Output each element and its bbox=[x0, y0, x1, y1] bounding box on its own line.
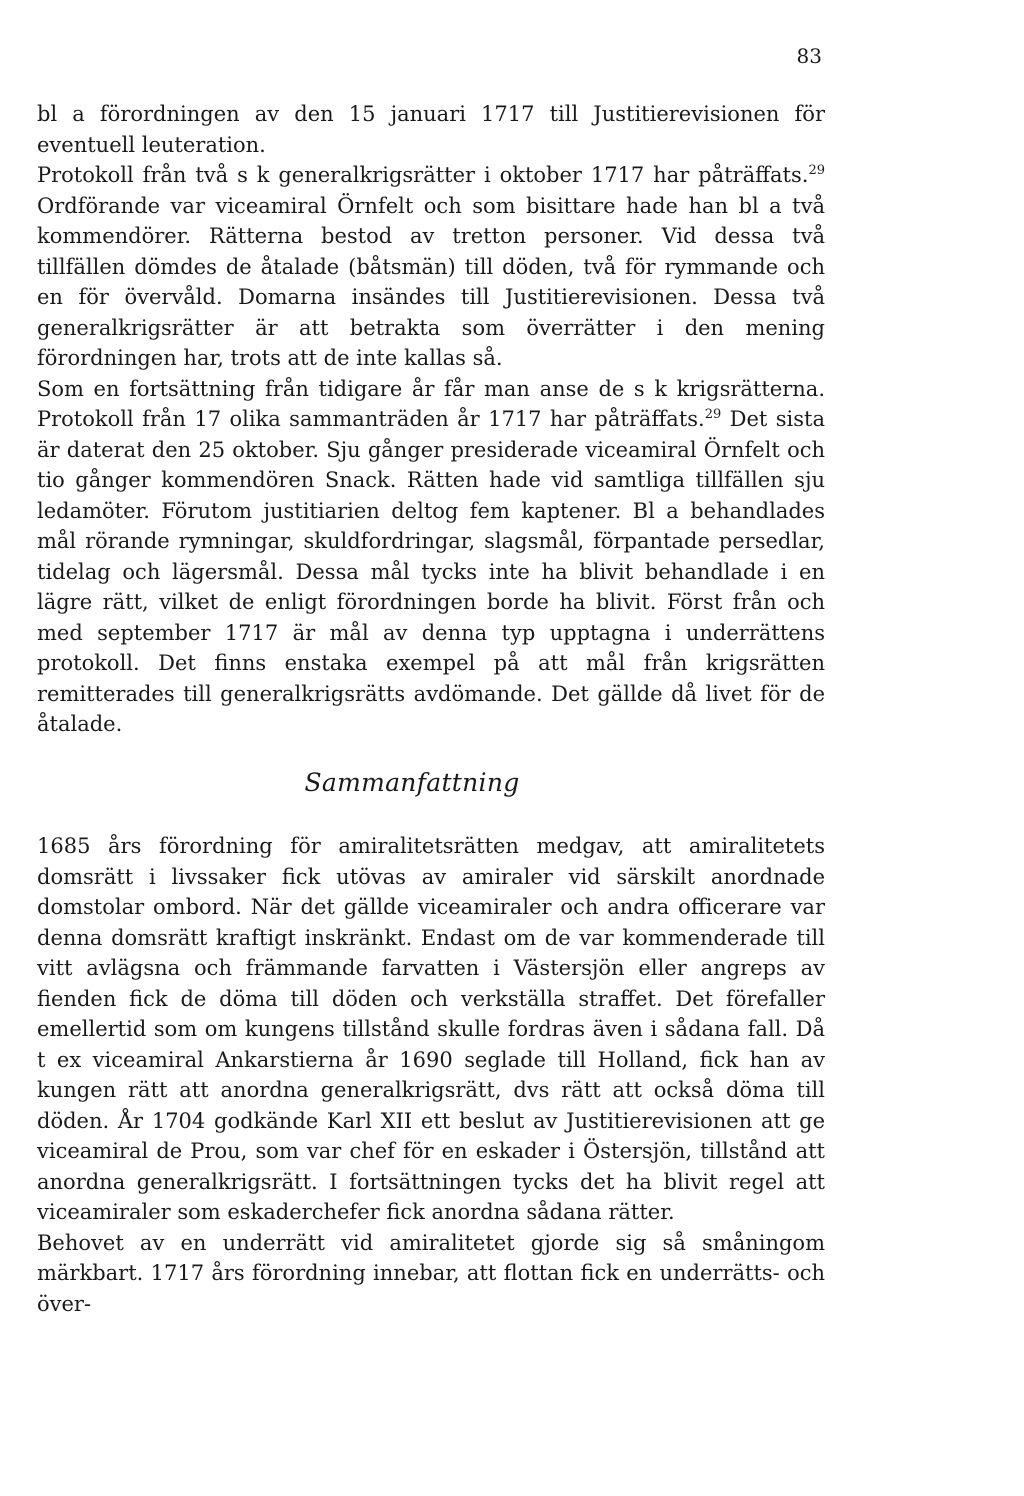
paragraph bbox=[37, 160, 825, 374]
paragraph-text: bl a förordningen av den 15 januari 1717 till Justitierevisionen för eventuell leuteration. bbox=[37, 102, 825, 157]
paragraph-text: 1685 års förordning för amiralitetsrätten medgav, att amiralitetets domsrätt i livssaker fick utövas av amiraler vid särskilt anordnade domstolar ombord. När det gällde viceamiraler och andra officerare var denna domsrätt kraftigt inskränkt. Endast om de var kommenderade till vitt avlägsna och främmande farvatten i Västersjön eller angreps av fienden fick de döma till döden och verkställa straffet. Det förefaller emellertid som om kungens tillstånd skulle fordras även i sådana fall. Då t ex viceamiral Ankarstierna år 1690 seglade till Holland, fick han av kungen rätt att anordna generalkrigsrätt, dvs rätt att också döma till döden. År 1704 godkände Karl XII ett beslut av Justitierevisionen att ge viceamiral de Prou, som var chef för en eskader i Östersjön, tillstånd att anordna generalkrigsrätt. I fortsättningen tycks det ha blivit regel att viceamiraler som eskaderchefer fick anordna sådana rätter. bbox=[37, 834, 825, 1224]
paragraph-text: Som en fortsättning från tidigare år får man anse de s k krigsrätterna. Protokoll från 17 olika sammanträden år 1717 har påträffats. bbox=[37, 376, 825, 431]
paragraph-text: Protokoll från två s k generalkrigsrätter i oktober 1717 har påträffats. bbox=[37, 163, 809, 187]
paragraph bbox=[37, 374, 825, 740]
footnote-ref: 29 bbox=[808, 163, 825, 178]
paragraph-text: Behovet av en underrätt vid amiralitetet gjorde sig så småningom märkbart. 1717 års förordning innebar, att flottan fick en underrätts- och över- bbox=[37, 1230, 825, 1316]
paragraph bbox=[37, 1228, 825, 1320]
paragraph-text: Det sista är daterat den 25 oktober. Sju gånger presiderade viceamiral Örnfelt och tio gånger kommendören Snack. Rätten hade vid samtliga tillfällen sju ledamöter. Förutom justitiarien deltog fem kaptener. Bl a behandlades mål rörande rymningar, skuldfordringar, slagsmål, förpantade persedlar, tidelag och lägersmål. Dessa mål tycks inte ha blivit behandlade i en lägre rätt, vilket de enligt förordningen borde ha blivit. Först från och med september 1717 är mål av denna typ upptagna i underrättens protokoll. Det finns enstaka exempel på att mål från krigsrätten remitterades till generalkrigsrätts avdömande. Det gällde då livet för de åtalade. bbox=[37, 407, 825, 736]
body-text-top bbox=[37, 99, 825, 740]
section-heading: Sammanfattning bbox=[304, 768, 520, 797]
paragraph bbox=[37, 99, 825, 160]
body-text-bottom bbox=[37, 831, 825, 1319]
paragraph-text: Ordförande var viceamiral Örnfelt och som bisittare hade han bl a två kommendörer. Rätterna bestod av tretton personer. Vid dessa två tillfällen dömdes de åtalade (båtsmän) till döden, två för rymmande och en för övervåld. Domarna insändes till Justitierevisionen. Dessa två generalkrigsrätter är att betrakta som överrätter i den mening förordningen har, trots att de inte kallas så. bbox=[37, 193, 825, 370]
paragraph bbox=[37, 831, 825, 1228]
page-number: 83 bbox=[796, 44, 822, 68]
footnote-ref: 29 bbox=[704, 407, 722, 422]
